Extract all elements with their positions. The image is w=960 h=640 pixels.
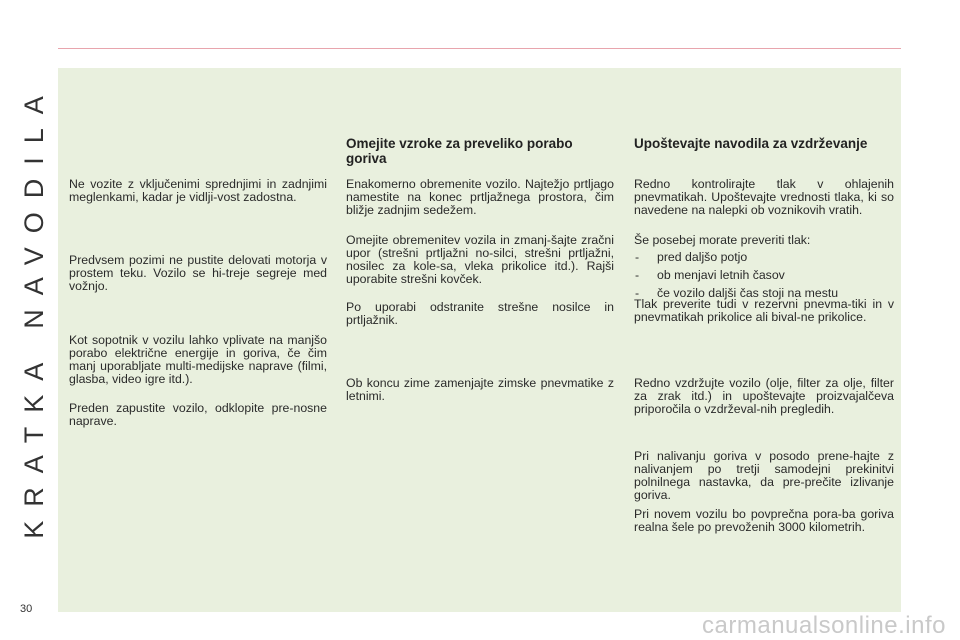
list-item: - ob menjavi letnih časov [634, 269, 894, 282]
watermark: carmanualsonline.info [702, 612, 946, 639]
side-title [4, 81, 64, 539]
col3-paragraph-4: Redno vzdržujte vozilo (olje, filter za olje, filter za zrak itd.) in upoštevajte proizvajalčeva priporočila o vzdrževal-nih pregledih. [634, 376, 894, 416]
list-item: - pred daljšo potjo [634, 251, 894, 264]
col2-heading: Omejite vzroke za preveliko porabo goriva [346, 136, 573, 166]
list-item: - če vozilo daljši čas stoji na mestu [634, 287, 894, 300]
col1-paragraph-2: Predvsem pozimi ne pustite delovati motorja v prostem teku. Vozilo se hi-treje segreje med vožnjo. [69, 253, 327, 293]
col2-paragraph-2: Omejite obremenitev vozila in zmanj-šajte zračni upor (strešni prtljažni no-silci, strešni prtljažni, nosilec za kole-sa, vleka prikolice itd.). Rajši uporabite strešni kovček. [346, 233, 614, 286]
col2-paragraph-3: Po uporabi odstranite strešne nosilce in prtljažnik. [346, 300, 614, 327]
page-number: 30 [20, 603, 33, 615]
col2-paragraph-1: Enakomerno obremenite vozilo. Najtežjo prtljago namestite na konec prtljažnega prostora, čim bližje zadnjim sedežem. [346, 177, 614, 217]
col2-paragraph-4: Ob koncu zime zamenjajte zimske pnevmatike z letnimi. [346, 376, 614, 403]
col3-paragraph-2: Še posebej morate preveriti tlak: [634, 233, 811, 247]
col1-paragraph-3: Kot sopotnik v vozilu lahko vplivate na manjšo porabo električne energije in goriva, če čim manj uporabljate multi-medijske naprave (filmi, glasba, video igre itd.). [69, 333, 327, 386]
side-title-text: KRATKA NAVODILA [18, 81, 49, 539]
col1-paragraph-4: Preden zapustite vozilo, odklopite pre-nosne naprave. [69, 401, 327, 428]
top-rule [58, 48, 901, 49]
col3-paragraph-5: Pri nalivanju goriva v posodo prene-hajte z nalivanjem po tretji samodejni prekinitvi polnilnega nastavka, da pre-prečite izlivanje goriva. [634, 449, 894, 502]
col3-paragraph-1: Redno kontrolirajte tlak v ohlajenih pnevmatikah. Upoštevajte vrednosti tlaka, ki so navedene na nalepki ob voznikovih vratih. [634, 177, 894, 217]
col3-paragraph-3: Tlak preverite tudi v rezervni pnevma-tiki in v pnevmatikah prikolice ali bival-ne prikolice. [634, 297, 894, 324]
col3-heading: Upoštevajte navodila za vzdrževanje [634, 136, 868, 151]
col1-paragraph-1: Ne vozite z vključenimi sprednjimi in zadnjimi meglenkami, kadar je vidlji-vost zadostna. [69, 177, 327, 204]
col3-paragraph-6: Pri novem vozilu bo povprečna pora-ba goriva realna šele po prevoženih 3000 kilometrih. [634, 507, 894, 534]
